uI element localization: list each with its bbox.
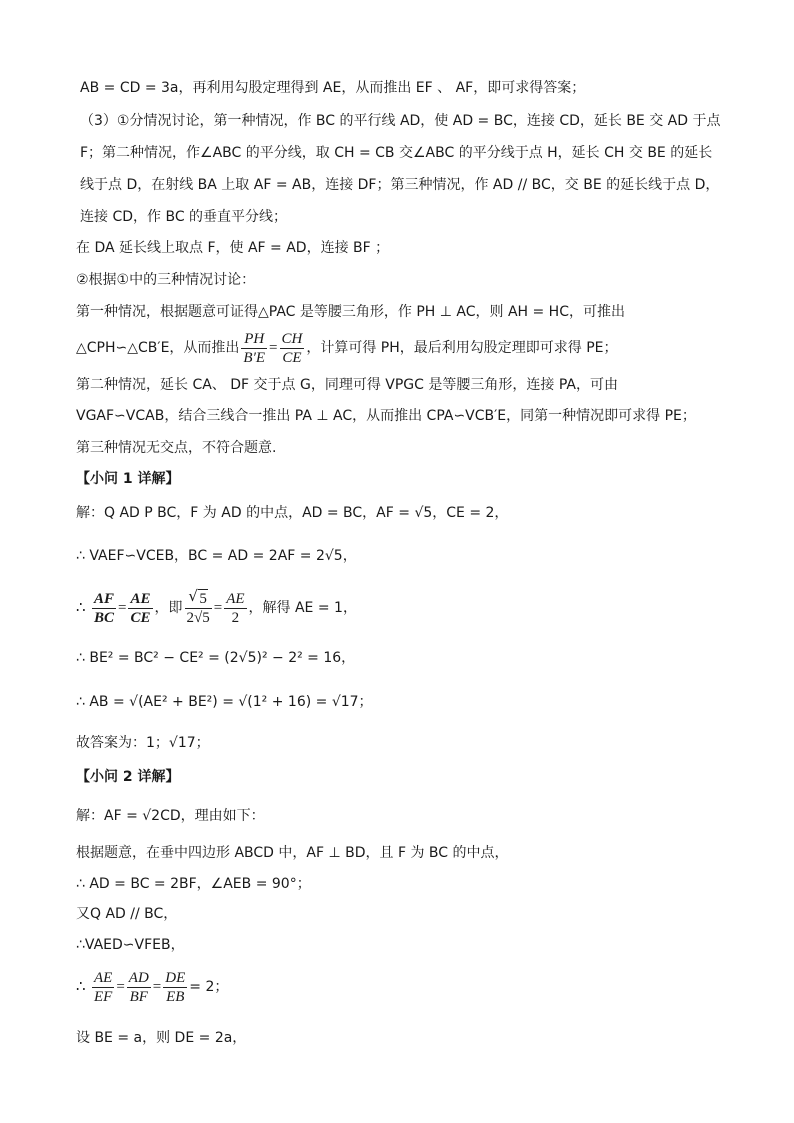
numerator: AE [226,590,245,607]
text-line: ∴ AD = BC = 2BF，∠AEB = 90°； [76,876,311,892]
text-line: 故答案为：1；√17； [76,735,210,751]
text-segment: △CPH∽△CB′E，从而推出 [76,340,240,356]
text-line: 解：Q AD P BC，F 为 AD 的中点，AD = BC，AF = √5，CE = 2， [76,505,509,521]
formula-line [76,586,736,630]
fraction [224,590,246,627]
fraction [280,330,305,367]
text-line: （3）①分情况讨论，第一种情况，作 BC 的平行线 AD，使 AD = BC，连接 CD，延长 BE 交 AD 于点 [80,113,721,129]
equals-sign: = [118,600,127,616]
text-line: ∴ VAEF∽VCEB，BC = AD = 2AF = 2√5， [76,548,357,564]
fraction [163,969,187,1006]
text-line: 第一种情况，根据题意可证得△PAC 是等腰三角形，作 PH ⊥ AC，则 AH = HC，可推出 [76,304,625,320]
fraction [92,590,116,627]
text-line: VGAF∽VCAB，结合三线合一推出 PA ⊥ AC，从而推出 CPA∽VCB′E，同第一种情况即可求得 PE； [76,408,696,424]
text-line: 线于点 D，在射线 BA 上取 AF = AB，连接 DF；第三种情况，作 AD // BC，交 BE 的延长线于点 D， [80,177,720,193]
denominator: BC [94,609,115,626]
section-heading: 【小问 1 详解】 [76,471,180,487]
fraction [92,969,114,1006]
equals-sign: = [116,979,125,995]
numerator: PH [241,330,267,349]
denominator: EB [166,988,185,1005]
fraction [128,590,152,627]
numerator: DE [165,969,186,986]
fraction [185,589,212,627]
text-line: ∴ AB = √(AE² + BE²) = √(1² + 16) = √17； [76,694,373,710]
text-line: 第二种情况，延长 CA、 DF 交于点 G，同理可得 VPGC 是等腰三角形，连接 PA，可由 [76,377,618,393]
denominator: BF [129,988,148,1005]
denominator: EF [94,988,113,1005]
text-line: ∴VAED∽VFEB， [76,937,185,953]
text-segment: = 2； [189,979,229,995]
text-line: ∴ BE² = BC² − CE² = (2√5)² − 2² = 16， [76,650,356,666]
numerator: CH [281,330,303,347]
numerator: AD [128,969,149,986]
text-line: AB = CD = 3a，再利用勾股定理得到 AE，从而推出 EF 、 AF，即可求得答案； [80,80,586,96]
text-segment: ，即 [154,600,183,616]
equals-sign: = [269,340,278,356]
text-line: 又Q AD // BC， [76,906,178,922]
equals-sign: = [152,979,162,995]
text-line: 解：AF = √2CD，理由如下： [76,808,265,824]
text-segment: ，计算可得 PH，最后利用勾股定理即可求得 PE； [306,340,618,356]
numerator: AE [94,969,113,986]
numerator: AE [130,590,151,607]
fraction [127,969,151,1006]
denominator: 2√5 [186,610,210,626]
text-line: F；第二种情况，作∠ABC 的平分线，取 CH = CB 交∠ABC 的平分线于点 H，延长 CH 交 BE 的延长 [80,145,713,161]
equals-sign: = [213,600,223,616]
fraction [241,330,267,367]
denominator: CE [130,609,151,626]
therefore-sign: ∴ [76,600,86,616]
denominator: B′E [243,349,266,366]
numerator: √ 5 [185,589,212,609]
denominator: CE [282,349,302,366]
formula-line [76,328,736,368]
text-segment: ，解得 AE = 1， [248,600,357,616]
text-line: 设 BE = a，则 DE = 2a， [76,1030,247,1046]
section-heading: 【小问 2 详解】 [76,769,180,785]
therefore-sign: ∴ [76,979,86,995]
denominator: 2 [231,609,240,626]
text-line: ②根据①中的三种情况讨论： [76,272,256,288]
text-line: 在 DA 延长线上取点 F，使 AF = AD，连接 BF ； [76,240,390,256]
formula-line [76,965,736,1009]
text-line: 根据题意，在垂中四边形 ABCD 中，AF ⊥ BD，且 F 为 BC 的中点， [76,845,509,861]
text-line: 连接 CD，作 BC 的垂直平分线； [80,209,288,225]
numerator: AF [94,590,115,607]
text-line: 第三种情况无交点，不符合题意. [76,440,277,456]
